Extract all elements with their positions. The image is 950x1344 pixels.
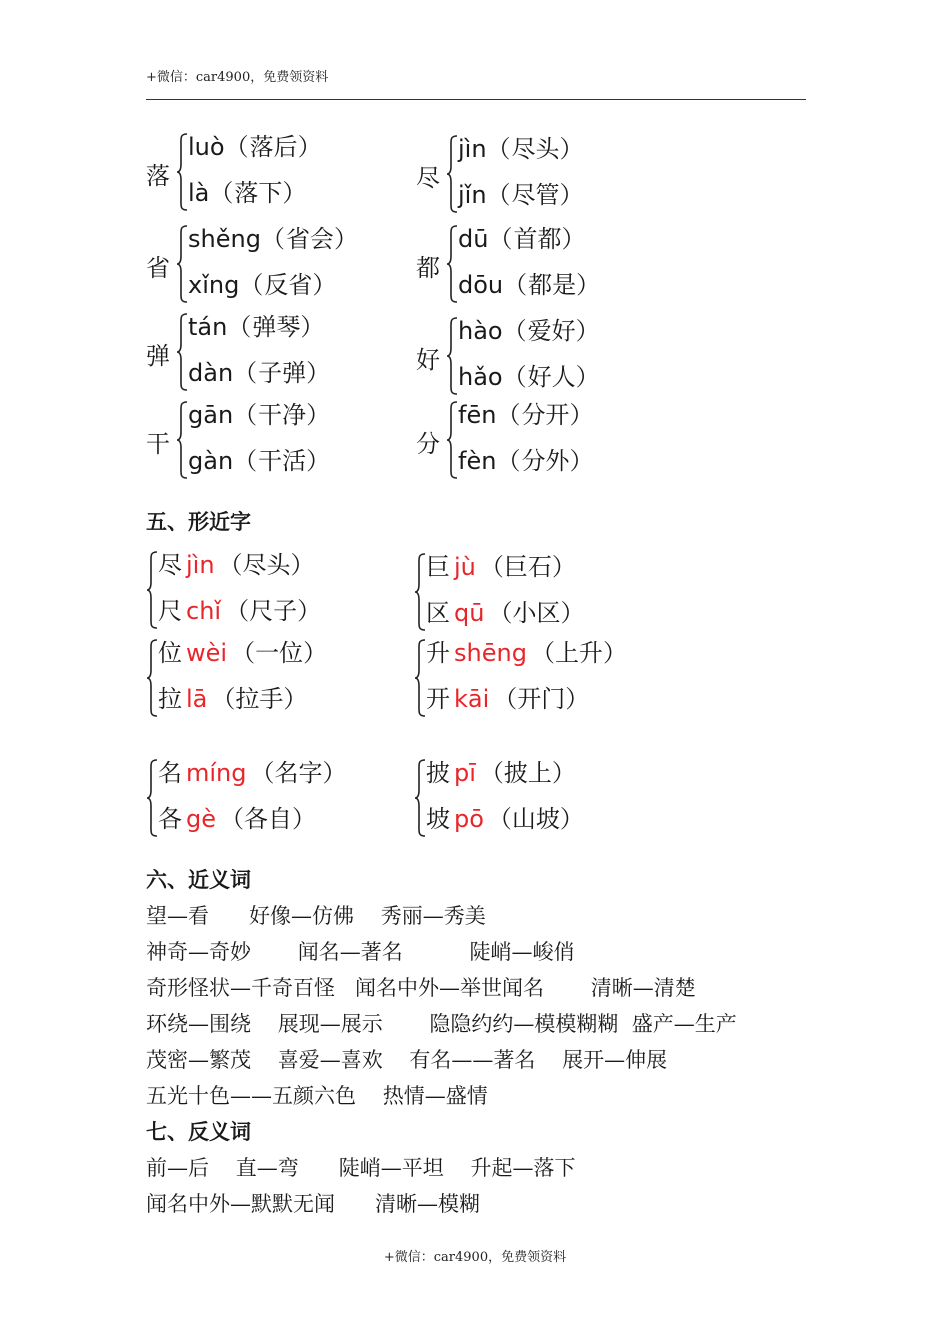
similar-char-line: 尽 jìn （尽头）: [158, 551, 315, 579]
pinyin: jǐn: [458, 181, 487, 209]
pinyin: jìn: [186, 551, 215, 579]
similar-char-line: 巨 jù （巨石）: [426, 553, 576, 581]
character: 区: [426, 599, 450, 627]
pinyin: lā: [186, 685, 208, 713]
pinyin: qū: [454, 599, 485, 627]
similar-char-line: 区 qū （小区）: [426, 599, 585, 627]
similar-char-line: 尺 chǐ （尺子）: [158, 597, 322, 625]
reading-line: dū（首都）: [458, 225, 587, 253]
header-divider: [146, 99, 806, 100]
brace-icon: [446, 400, 458, 480]
pinyin: chǐ: [186, 597, 222, 625]
polyphone-char: 好: [416, 346, 440, 374]
brace-icon: [414, 758, 426, 838]
reading-line: fèn（分外）: [458, 447, 595, 475]
reading-line: hǎo（好人）: [458, 363, 601, 391]
example-word: 都是: [528, 271, 577, 299]
example-word: 尽头: [511, 135, 560, 163]
brace-icon: [176, 132, 188, 212]
synonym-line: 五光十色——五颜六色 热情—盛情: [146, 1084, 488, 1108]
similar-char-line: 坡 pō （山坡）: [426, 805, 584, 833]
header-text: +微信：car4900，免费领资料: [146, 70, 329, 85]
pinyin: shēng: [454, 639, 527, 667]
brace-icon: [176, 312, 188, 392]
example-word: 好人: [527, 363, 576, 391]
synonym-line: 环绕—围绕 展现—展示 隐隐约约—模模糊糊 盛产—生产: [146, 1012, 737, 1036]
polyphone-char: 落: [146, 162, 170, 190]
character: 巨: [426, 553, 450, 581]
synonym-line: 茂密—繁茂 喜爱—喜欢 有名——著名 展开—伸展: [146, 1048, 668, 1072]
polyphone-char: 干: [146, 430, 170, 458]
polyphone-char: 都: [416, 254, 440, 282]
character: 尽: [158, 551, 182, 579]
polyphone-char: 尽: [416, 164, 440, 192]
brace-icon: [176, 224, 188, 304]
brace-icon: [446, 316, 458, 396]
example-word: 爱好: [527, 317, 576, 345]
example-word: 名字: [274, 759, 323, 787]
pinyin: gàn: [188, 447, 234, 475]
brace-icon: [176, 400, 188, 480]
brace-icon: [446, 224, 458, 304]
brace-icon: [146, 638, 158, 718]
reading-line: là（落下）: [188, 179, 308, 207]
example-word: 反省: [264, 271, 313, 299]
synonym-line: 奇形怪状—千奇百怪 闻名中外—举世闻名 清晰—清楚: [146, 976, 696, 1000]
similar-char-line: 名 míng （名字）: [158, 759, 347, 787]
pinyin: hào: [458, 317, 503, 345]
example-word: 干活: [258, 447, 307, 475]
brace-icon: [146, 758, 158, 838]
similar-char-line: 位 wèi （一位）: [158, 639, 328, 667]
example-word: 首都: [513, 225, 562, 253]
character: 坡: [426, 805, 450, 833]
polyphone-char: 弹: [146, 342, 170, 370]
similar-char-line: 拉 lā （拉手）: [158, 685, 308, 713]
reading-line: tán（弹琴）: [188, 313, 326, 341]
pinyin: gān: [188, 401, 234, 429]
example-word: 上升: [554, 639, 603, 667]
similar-char-line: 升 shēng （上升）: [426, 639, 627, 667]
pinyin: luò: [188, 133, 225, 161]
character: 各: [158, 805, 182, 833]
similar-char-line: 各 gè （各自）: [158, 805, 316, 833]
pinyin: hǎo: [458, 363, 503, 391]
example-word: 开门: [517, 685, 566, 713]
example-word: 披上: [503, 759, 552, 787]
reading-line: luò（落后）: [188, 133, 323, 161]
character: 名: [158, 759, 182, 787]
reading-line: dōu（都是）: [458, 271, 602, 299]
reading-line: jǐn（尽管）: [458, 181, 585, 209]
antonym-line: 闻名中外—默默无闻 清晰—模糊: [146, 1192, 481, 1216]
character: 升: [426, 639, 450, 667]
section-title-similar-chars: 五、形近字: [146, 509, 251, 534]
example-word: 拉手: [235, 685, 284, 713]
similar-char-line: 开 kāi （开门）: [426, 685, 590, 713]
example-word: 干净: [258, 401, 307, 429]
pinyin: fēn: [458, 401, 497, 429]
brace-icon: [146, 550, 158, 630]
reading-line: xǐng（反省）: [188, 271, 338, 299]
pinyin: tán: [188, 313, 228, 341]
polyphone-char: 省: [146, 254, 170, 282]
polyphone-char: 分: [416, 430, 440, 458]
reading-line: hào（爱好）: [458, 317, 601, 345]
pinyin: là: [188, 179, 210, 207]
pinyin: pī: [454, 759, 476, 787]
brace-icon: [414, 552, 426, 632]
pinyin: jìn: [458, 135, 487, 163]
character: 尺: [158, 597, 182, 625]
character: 开: [426, 685, 450, 713]
reading-line: dàn（子弹）: [188, 359, 332, 387]
antonym-line: 前—后 直—弯 陡峭—平坦 升起—落下: [146, 1156, 576, 1180]
character: 拉: [158, 685, 182, 713]
character: 披: [426, 759, 450, 787]
example-word: 巨石: [503, 553, 552, 581]
section-title-synonyms: 六、近义词: [146, 867, 251, 892]
example-word: 子弹: [258, 359, 307, 387]
example-word: 尺子: [249, 597, 298, 625]
brace-icon: [414, 638, 426, 718]
pinyin: fèn: [458, 447, 497, 475]
example-word: 一位: [255, 639, 304, 667]
example-word: 落后: [249, 133, 298, 161]
pinyin: dàn: [188, 359, 234, 387]
footer-text: +微信：car4900，免费领资料: [383, 1250, 567, 1265]
character: 位: [158, 639, 182, 667]
synonym-line: 望—看 好像—仿佛 秀丽—秀美: [146, 904, 486, 928]
pinyin: wèi: [186, 639, 228, 667]
example-word: 分开: [521, 401, 570, 429]
example-word: 各自: [244, 805, 292, 833]
pinyin: shěng: [188, 225, 261, 253]
pinyin: míng: [186, 759, 247, 787]
example-word: 弹琴: [252, 313, 301, 341]
example-word: 省会: [285, 225, 334, 253]
example-word: 小区: [512, 599, 561, 627]
reading-line: fēn（分开）: [458, 401, 595, 429]
pinyin: kāi: [454, 685, 490, 713]
example-word: 分外: [521, 447, 570, 475]
section-title-antonyms: 七、反义词: [146, 1119, 251, 1144]
example-word: 尽头: [242, 551, 291, 579]
reading-line: gàn（干活）: [188, 447, 332, 475]
similar-char-line: 披 pī （披上）: [426, 759, 576, 787]
pinyin: pō: [454, 805, 484, 833]
pinyin: gè: [186, 805, 216, 833]
example-word: 尽管: [511, 181, 560, 209]
reading-line: shěng（省会）: [188, 225, 359, 253]
synonym-line: 神奇—奇妙 闻名—著名 陡峭—峻俏: [146, 940, 575, 964]
pinyin: dū: [458, 225, 489, 253]
example-word: 山坡: [511, 805, 560, 833]
brace-icon: [446, 134, 458, 214]
pinyin: jù: [454, 553, 476, 581]
example-word: 落下: [234, 179, 283, 207]
pinyin: dōu: [458, 271, 504, 299]
pinyin: xǐng: [188, 271, 240, 299]
reading-line: gān（干净）: [188, 401, 332, 429]
reading-line: jìn（尽头）: [458, 135, 585, 163]
